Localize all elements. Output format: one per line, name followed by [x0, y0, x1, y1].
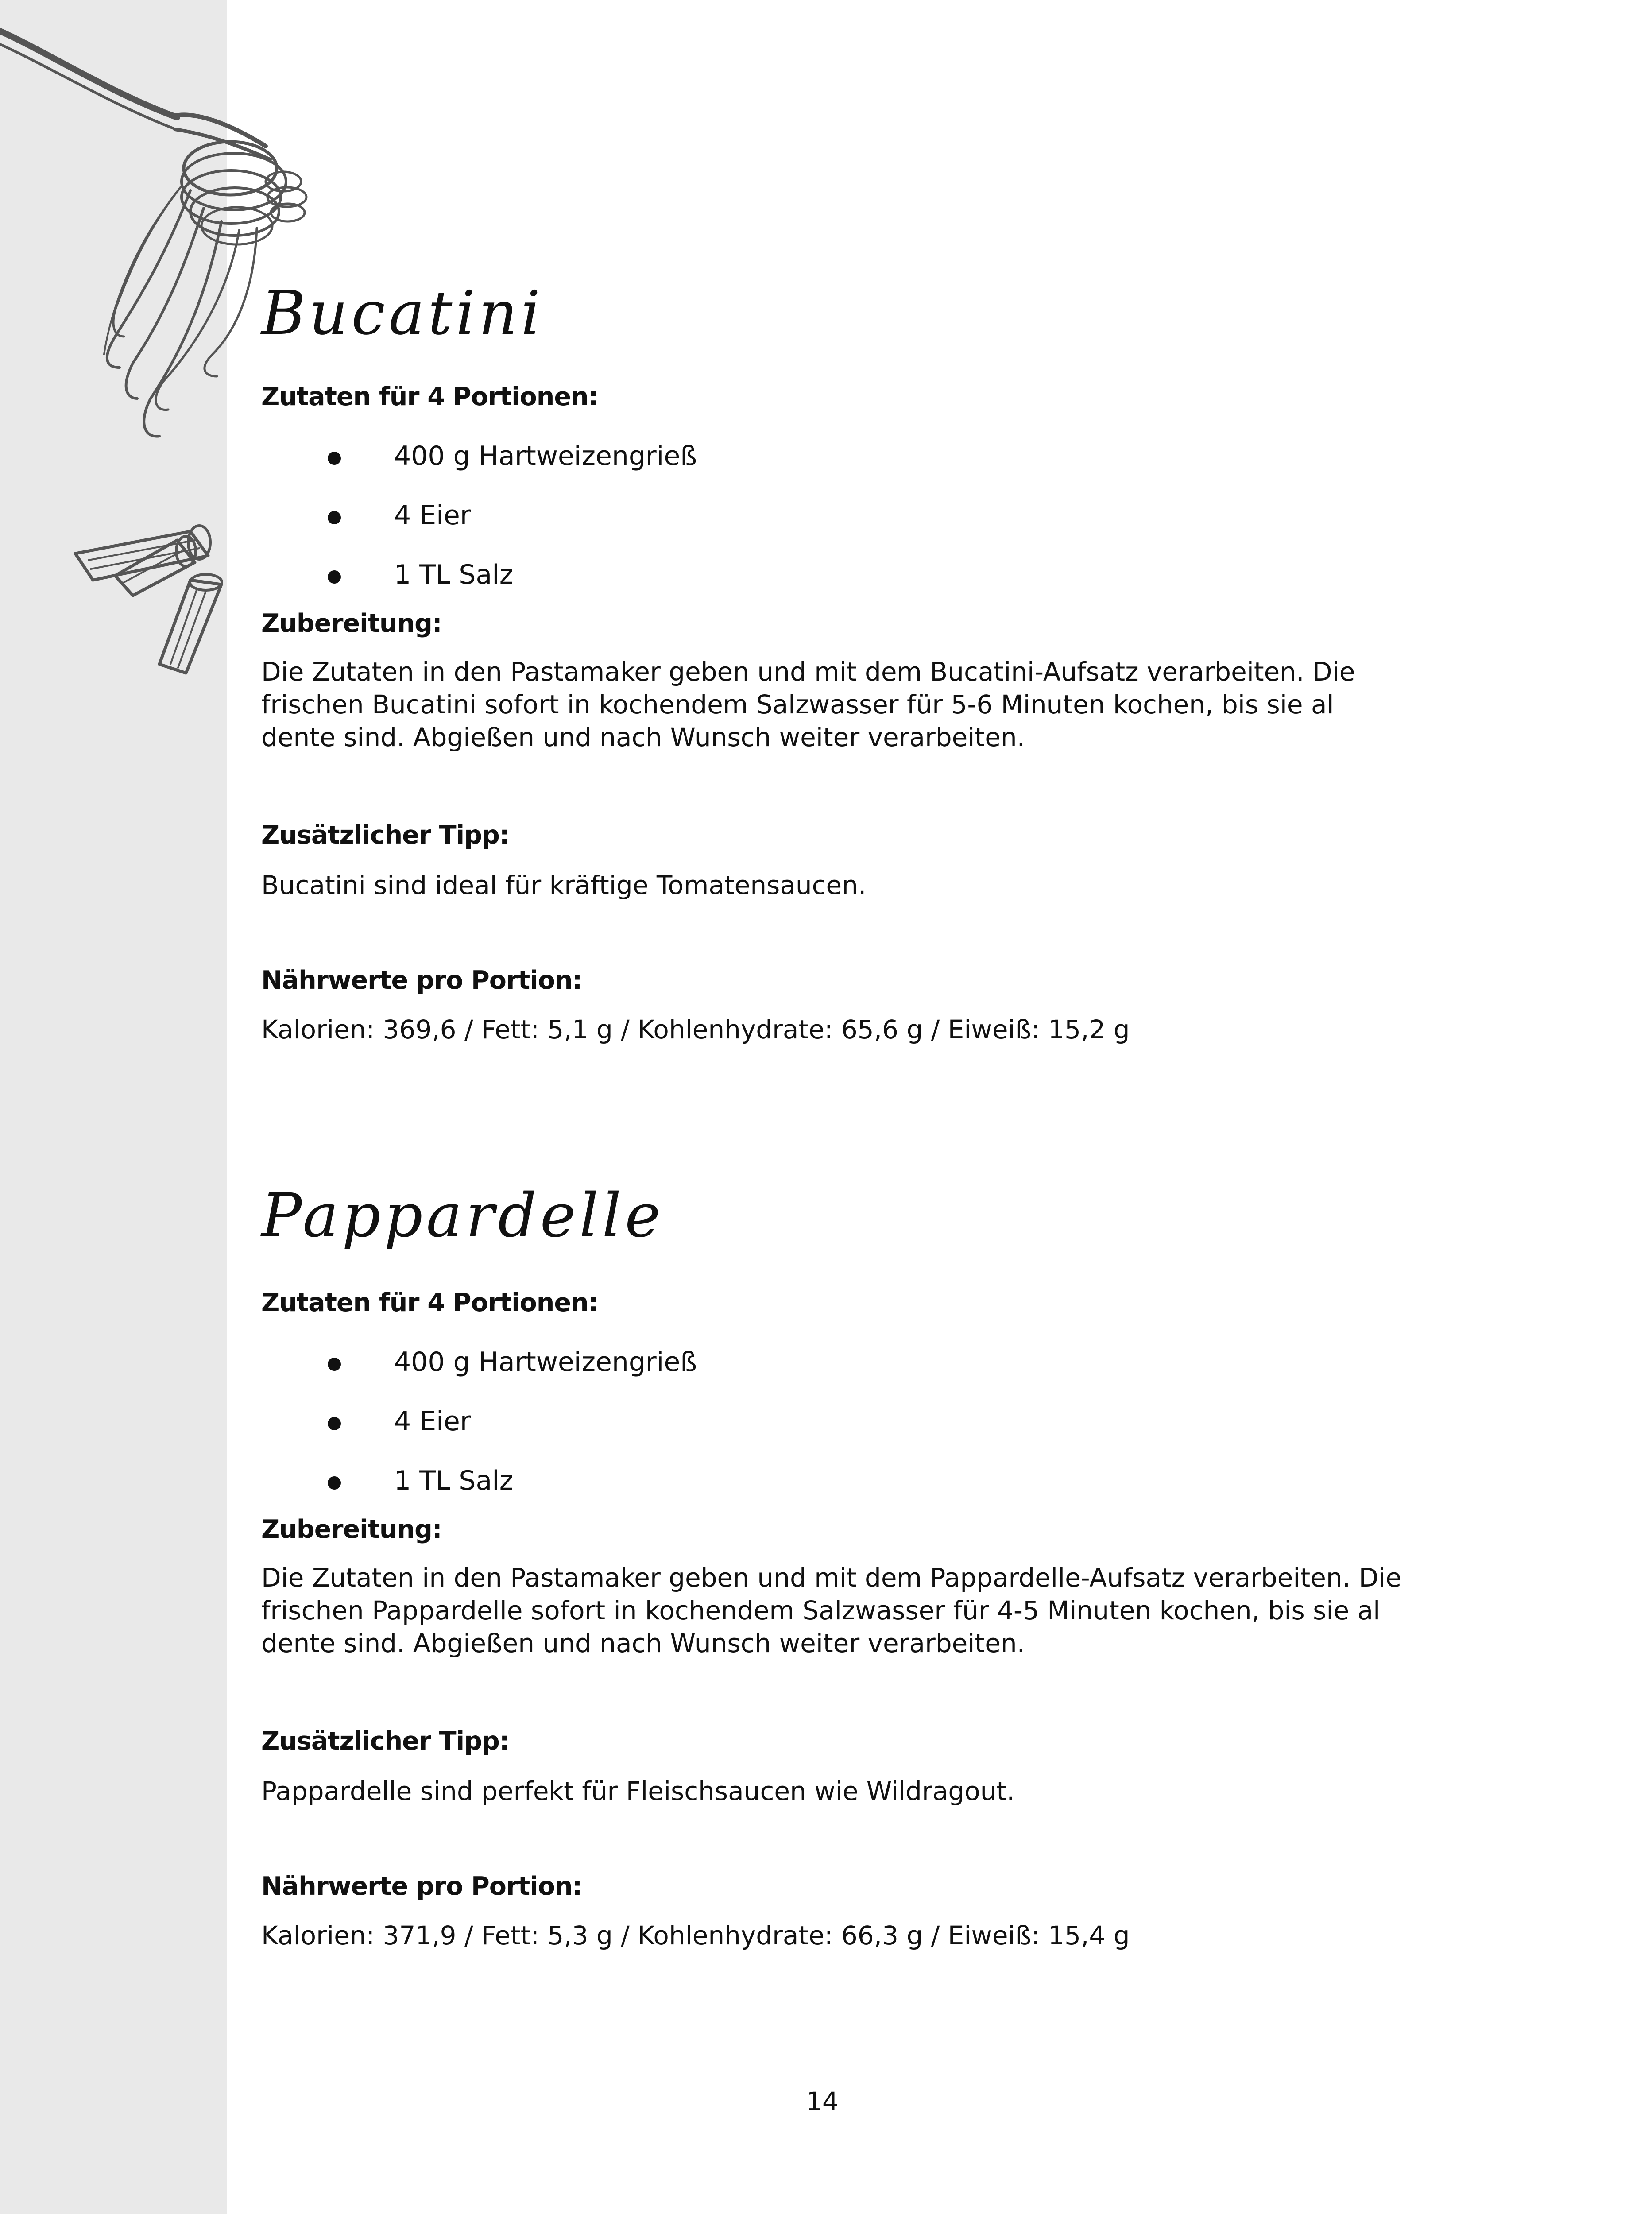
ingredient-text: 400 g Hartweizengrieß: [394, 441, 697, 472]
tip-text: Pappardelle sind perfekt für Fleischsaucen wie Wildragout.: [261, 1776, 1015, 1806]
preparation-line: Die Zutaten in den Pastamaker geben und mit dem Bucatini-Aufsatz verarbeiten. Die: [261, 657, 1355, 687]
bullet-icon: [328, 511, 341, 524]
preparation-line: frischen Bucatini sofort in kochendem Salzwasser für 5-6 Minuten kochen, bis sie al: [261, 689, 1334, 720]
tip-text: Bucatini sind ideal für kräftige Tomatensaucen.: [261, 870, 867, 900]
bullet-icon: [328, 570, 341, 584]
tip-heading: Zusätzlicher Tipp:: [261, 821, 509, 850]
ingredient-text: 4 Eier: [394, 500, 471, 531]
bullet-icon: [328, 1358, 341, 1371]
nutrition-text: Kalorien: 369,6 / Fett: 5,1 g / Kohlenhydrate: 65,6 g / Eiweiß: 15,2 g: [261, 1014, 1130, 1045]
nutrition-heading: Nährwerte pro Portion:: [261, 966, 582, 995]
preparation-text: [261, 655, 1421, 754]
ingredient-text: 1 TL Salz: [394, 1465, 514, 1496]
fork-with-spaghetti-icon: [0, 31, 306, 437]
nutrition-text: Kalorien: 371,9 / Fett: 5,3 g / Kohlenhydrate: 66,3 g / Eiweiß: 15,4 g: [261, 1920, 1130, 1951]
recipe-title: Bucatini: [261, 279, 544, 348]
preparation-line: frischen Pappardelle sofort in kochendem Salzwasser für 4-5 Minuten kochen, bis sie al: [261, 1595, 1381, 1626]
preparation-text: [261, 1561, 1421, 1660]
page-number: 14: [806, 2086, 839, 2117]
bullet-icon: [328, 1476, 341, 1490]
bullet-icon: [328, 452, 341, 465]
preparation-heading: Zubereitung:: [261, 1515, 442, 1544]
preparation-line: dente sind. Abgießen und nach Wunsch weiter verarbeiten.: [261, 722, 1025, 752]
preparation-heading: Zubereitung:: [261, 609, 442, 638]
recipe-title: Pappardelle: [261, 1181, 664, 1251]
ingredient-text: 4 Eier: [394, 1406, 471, 1437]
penne-pasta-icon: [75, 526, 222, 673]
preparation-line: dente sind. Abgießen und nach Wunsch weiter verarbeiten.: [261, 1628, 1025, 1658]
ingredient-text: 400 g Hartweizengrieß: [394, 1347, 697, 1378]
bullet-icon: [328, 1417, 341, 1430]
ingredients-heading: Zutaten für 4 Portionen:: [261, 382, 598, 411]
nutrition-heading: Nährwerte pro Portion:: [261, 1872, 582, 1901]
ingredients-heading: Zutaten für 4 Portionen:: [261, 1288, 598, 1317]
ingredient-text: 1 TL Salz: [394, 559, 514, 590]
preparation-line: Die Zutaten in den Pastamaker geben und mit dem Pappardelle-Aufsatz verarbeiten. Die: [261, 1563, 1402, 1593]
tip-heading: Zusätzlicher Tipp:: [261, 1726, 509, 1756]
